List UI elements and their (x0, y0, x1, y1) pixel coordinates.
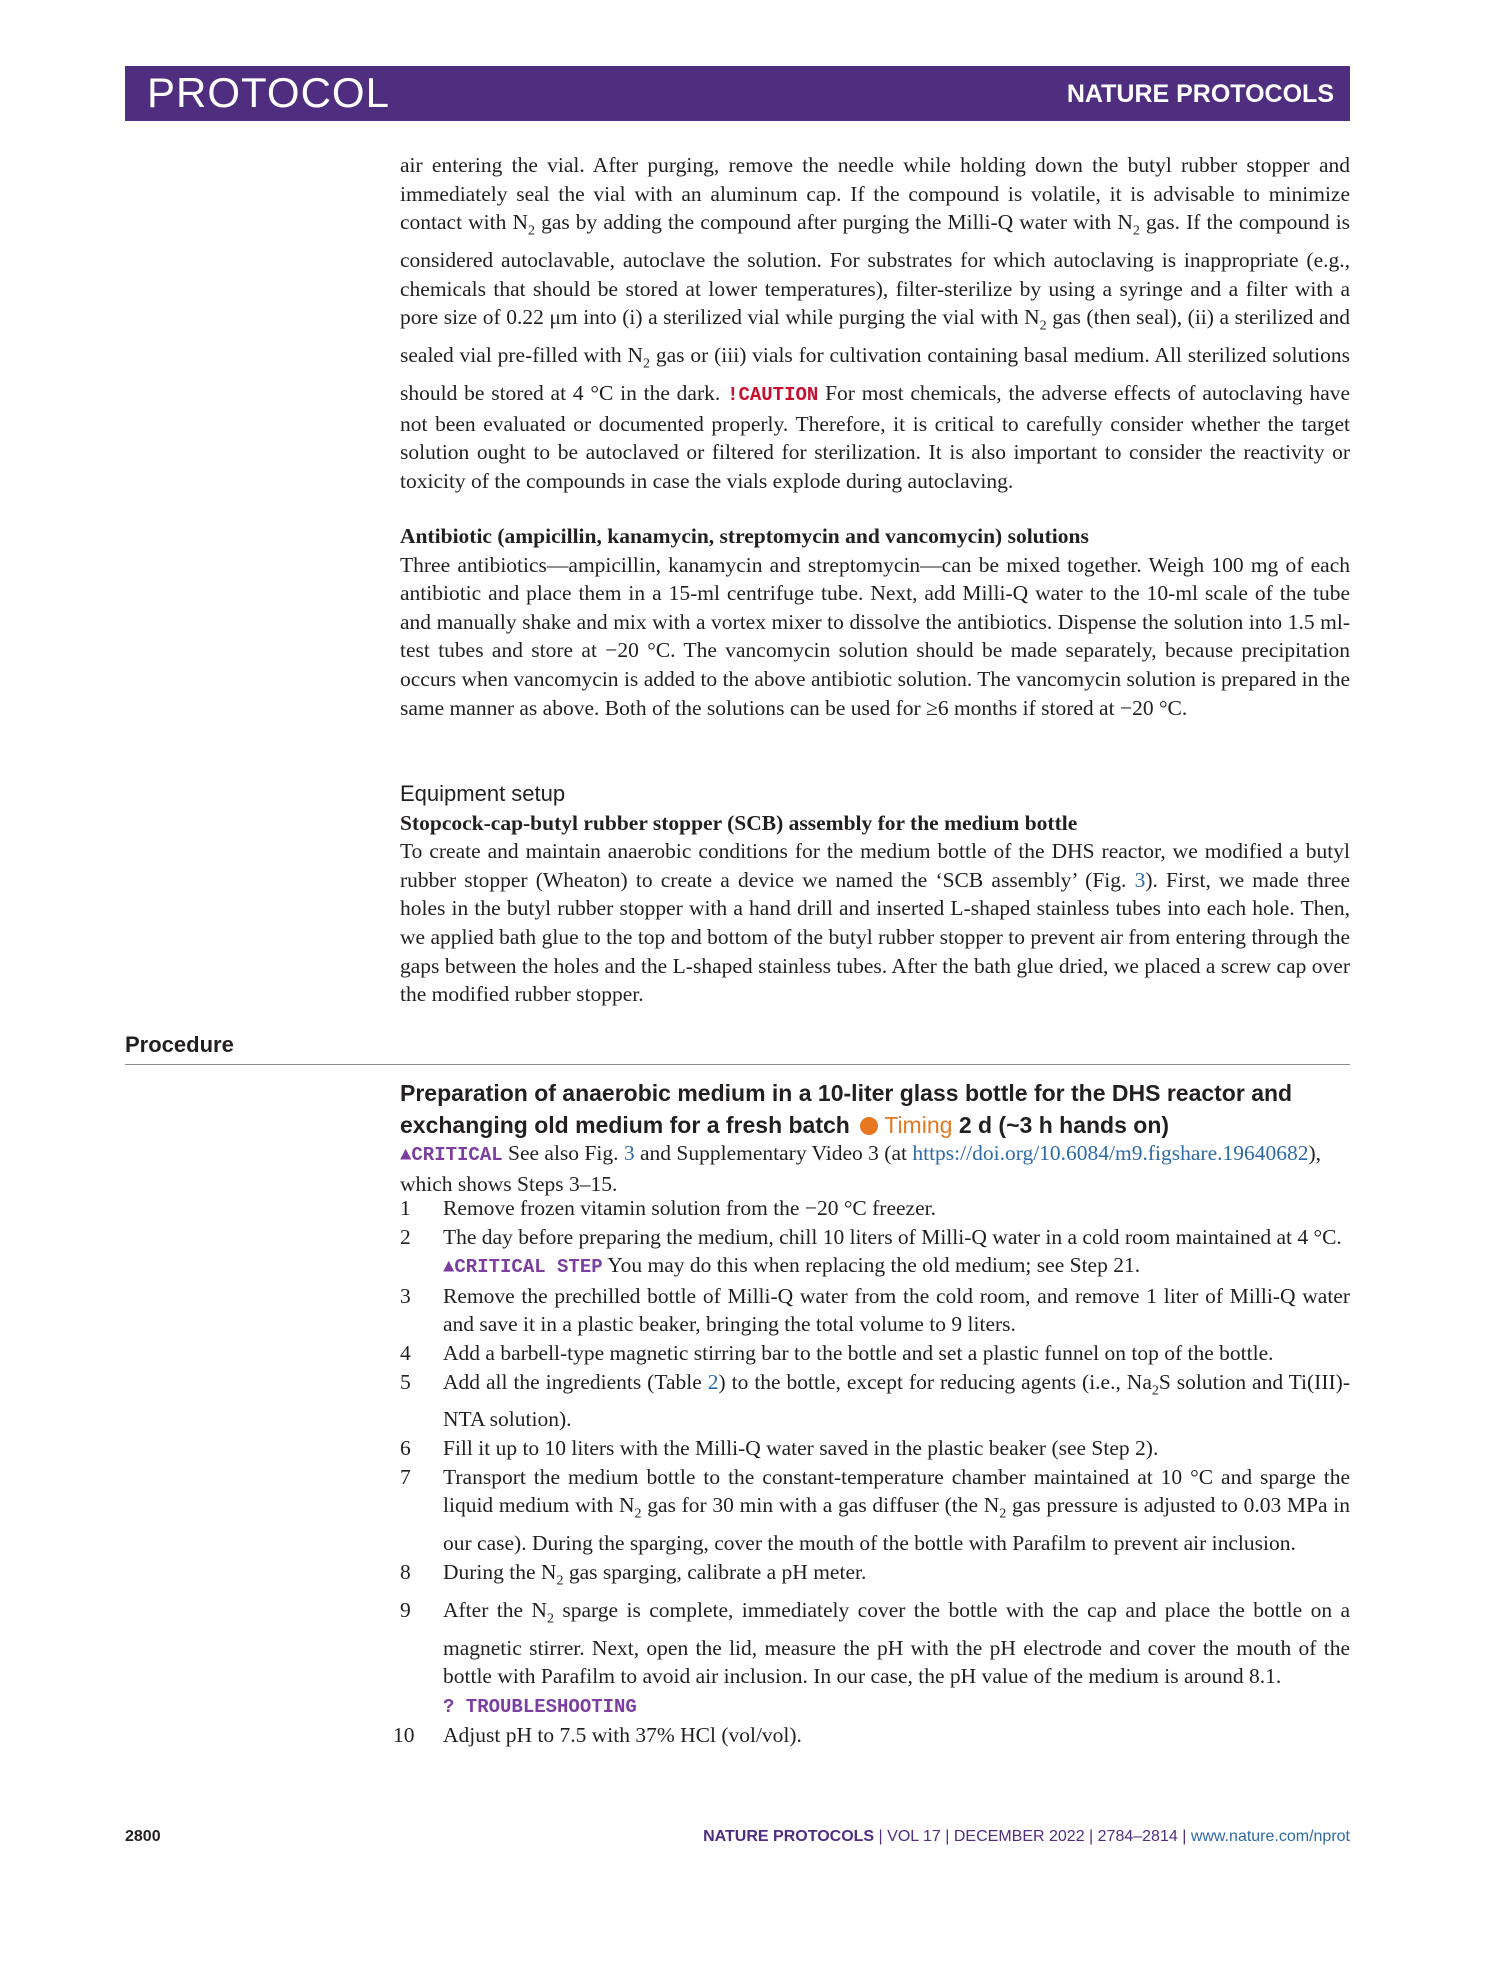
text-run: After the N (443, 1597, 547, 1622)
text-line: gas (then seal), (ii) a sterilized and sealed vial pre-filled with N (400, 305, 1351, 368)
step-text (443, 1596, 1350, 1691)
step-text: The day before preparing the medium, chill 10 liters of Milli-Q water in a cold room maintained at 4 °C. (443, 1224, 1342, 1249)
journal-name: NATURE PROTOCOLS (1066, 80, 1334, 108)
text-run: S solution and Ti(III)-NTA solution). (443, 1369, 1350, 1432)
text-run: gas pressure is adjusted to 0.03 MPa in our case). During the sparging, cover the mouth of the bottle with Parafilm to prevent air inclusion. (443, 1493, 1350, 1556)
text-line: and immediately seal the vial with an aluminum cap. If the compound is volatile, it is advisable to (400, 153, 1350, 206)
step-item (393, 1596, 1350, 1691)
text-run: Add all the ingredients (Table (443, 1369, 702, 1394)
text-run: gas sparging, calibrate a pH meter. (568, 1559, 867, 1584)
separator: | (1089, 1828, 1094, 1845)
footer-citation (703, 1828, 1350, 1846)
equipment-subheading: Stopcock-cap-butyl rubber stopper (SCB) assembly for the medium bottle (400, 810, 1078, 835)
text-run: See also Fig. (508, 1141, 619, 1165)
subscript: 2 (1039, 318, 1047, 334)
step-number: 3 (400, 1283, 411, 1308)
text-line: syringe and a filter with a pore size of 0.22 μm into (i) a sterilized vial while purging the vial with N (400, 276, 1351, 330)
text-run: ). First, we made three holes in the butyl rubber stopper with a hand drill and inserted L-shaped stainless tubes into each hole. Then, we applied bath glue to the top and bottom of the butyl rubber stopper to prevent air from entering through the gaps between the holes and the L-shaped stainless tubes. After the bath glue dried, we placed a screw cap over the modified rubber stopper. (400, 867, 1351, 1007)
timing-value: 2 d (~3 h hands on) (958, 1112, 1170, 1138)
page-number: 2800 (125, 1828, 161, 1845)
text-line: the compound is considered autoclavable, autoclave the solution. For substrates for which autoclaving (400, 210, 1351, 273)
procedure-rule (125, 1064, 1350, 1065)
text-line: minimize contact with N (400, 181, 1350, 235)
separator: | (1182, 1828, 1187, 1845)
subscript: 2 (546, 1610, 554, 1626)
text-run: Transport the medium bottle to the constant-temperature chamber maintained at 10 °C and sparge the liquid medium with N (443, 1464, 1350, 1518)
procedure-title (400, 1077, 1350, 1141)
step-number: 4 (400, 1340, 411, 1365)
subscript: 2 (999, 1506, 1007, 1522)
step-number: 8 (400, 1559, 411, 1584)
step-item (393, 1434, 1350, 1463)
text-run: ), which shows Steps 3–15. (400, 1141, 1322, 1196)
step-number-spacer (393, 1691, 443, 1722)
critical-step-note (393, 1251, 1350, 1282)
figure-link[interactable]: 3 (1134, 867, 1146, 892)
step-number: 7 (400, 1464, 411, 1489)
step-text: Remove frozen vitamin solution from the −20 °C freezer. (443, 1196, 936, 1220)
text-run: ) to the bottle, except for reducing agents (i.e., Na (718, 1369, 1152, 1394)
footer-journal: NATURE PROTOCOLS (703, 1828, 875, 1845)
step-item (393, 1721, 1350, 1750)
text-line: is inappropriate (e.g., chemicals that should be stored at lower temperatures), filter-sterilize by using a (400, 248, 1350, 301)
doi-link[interactable]: https://doi.org/10.6084/m9.figshare.19640682 (912, 1141, 1309, 1165)
step-text (443, 1463, 1350, 1558)
text-line: for sterilization. It is also important to consider the reactivity or toxicity of the compounds in case the (400, 440, 1350, 493)
text-line: containing basal medium. All sterilized solutions should be stored at 4 °C in the dark. (400, 343, 1351, 406)
table-link[interactable]: 2 (707, 1369, 719, 1394)
header-bar (125, 66, 1350, 121)
antibiotic-heading: Antibiotic (ampicillin, kanamycin, streptomycin and vancomycin) solutions (400, 524, 1089, 548)
text-line: most chemicals, the adverse effects of autoclaving have not been evaluated or documented properly. (400, 381, 1351, 436)
text-line: air entering the vial. After purging, remove the needle while holding down the butyl rubber stopper (400, 153, 1310, 177)
critical-label: ▲CRITICAL (400, 1144, 503, 1166)
text-run: and Supplementary Video 3 (at (639, 1141, 907, 1165)
footer-date: DECEMBER 2022 (953, 1828, 1085, 1845)
subscript: 2 (527, 223, 535, 239)
step-text (443, 1368, 1350, 1434)
equipment-heading: Equipment setup (400, 781, 566, 806)
text-run: To create and maintain anaerobic conditions for the medium bottle of the DHS reactor, we modified a butyl rubber stopper (Wheaton) to create a device we named the ‘SCB assembly’ (Fig. (400, 839, 1350, 892)
text-run: During the N (443, 1559, 557, 1584)
step-text (443, 1558, 1350, 1596)
step-number: 5 (400, 1369, 411, 1394)
text-line: vials explode during autoclaving. (726, 468, 1014, 493)
step-number: 6 (400, 1436, 411, 1461)
step-number: 9 (400, 1597, 411, 1622)
step-item (393, 1194, 1350, 1223)
step-number: 1 (400, 1196, 411, 1220)
text-run: sparge is complete, immediately cover the bottle with the cap and place the bottle on a magnetic stirrer. Next, open the lid, measure the pH with the pH electrode and cover the mouth of the bottle with Parafilm to avoid air inclusion. In our case, the pH value of the medium is around 8.1. (443, 1597, 1351, 1689)
step-text: Fill it up to 10 liters with the Milli-Q water saved in the plastic beaker (see Step 2). (443, 1436, 1159, 1461)
antibiotic-text: Three antibiotics—ampicillin, kanamycin and streptomycin—can be mixed together. Weigh 100 mg of each antibiotic and place them in a 15-ml centrifuge tube. Next, add Milli-Q water to the 10-ml scale of the tube and manually shake and mix with a vortex mixer to dissolve the antibiotics. Dispense the solution into 1.5 ml-test tubes and store at −20 °C. The vancomycin solution should be made separately, because precipitation occurs when vancomycin is added to the above antibiotic solution. The vancomycin solution is prepared in the same manner as above. Both of the solutions can be used for ≥6 months if stored at −20 °C. (400, 552, 1350, 720)
text-line: For (825, 381, 855, 406)
text-line: Therefore, it is critical to carefully consider whether the target solution ought to be autoclaved or filtered (400, 411, 1350, 465)
section-label: PROTOCOL (147, 69, 390, 116)
footer-url[interactable]: www.nature.com/nprot (1190, 1828, 1350, 1845)
step-item (393, 1463, 1350, 1558)
step-text: You may do this when replacing the old medium; see Step 21. (607, 1253, 1141, 1278)
timing-dot-icon (860, 1117, 878, 1135)
antibiotic-section (400, 522, 1350, 722)
step-number-spacer (393, 1251, 443, 1282)
subscript: 2 (1151, 1382, 1159, 1398)
step-list (393, 1194, 1350, 1750)
troubleshooting-label[interactable]: ? TROUBLESHOOTING (443, 1695, 637, 1718)
subscript: 2 (634, 1506, 642, 1522)
step-text: Adjust pH to 7.5 with 37% HCl (vol/vol). (443, 1723, 802, 1748)
step-item (393, 1282, 1350, 1339)
intro-paragraph (400, 151, 1350, 495)
text-line: gas by adding the compound after purging the Milli-Q water with N (541, 210, 1133, 235)
footer-volume: VOL 17 (887, 1828, 941, 1845)
troubleshooting-note (393, 1691, 1350, 1722)
separator: | (945, 1828, 950, 1845)
step-text: Remove the prechilled bottle of Milli-Q water from the cold room, and remove 1 liter of Milli-Q water and save it in a plastic beaker, bringing the total volume to 9 liters. (443, 1283, 1350, 1337)
step-item (393, 1339, 1350, 1368)
equipment-text (400, 837, 1350, 1009)
step-text: Add a barbell-type magnetic stirring bar to the bottle and set a plastic funnel on top of the bottle. (443, 1340, 1274, 1365)
text-line: gas or (iii) vials for cultivation (655, 343, 922, 368)
step-number: 2 (400, 1224, 411, 1249)
title-text: Preparation of anaerobic medium in a 10-liter glass bottle for the DHS reactor and exchanging old medium for a fresh batch (400, 1080, 1293, 1138)
subscript: 2 (556, 1573, 564, 1589)
step-item (393, 1223, 1350, 1252)
step-item (393, 1368, 1350, 1434)
subscript: 2 (1132, 223, 1140, 239)
separator: | (878, 1828, 883, 1845)
subscript: 2 (643, 356, 651, 372)
critical-note (400, 1139, 1350, 1198)
timing-label: Timing (884, 1112, 953, 1138)
step-item (393, 1558, 1350, 1596)
step-number: 10 (393, 1723, 415, 1748)
caution-label: !CAUTION (727, 384, 819, 407)
critical-step-label: ▲CRITICAL STEP (443, 1256, 603, 1279)
figure-link[interactable]: 3 (623, 1141, 635, 1165)
text-run: gas for 30 min with a gas diffuser (the N (647, 1493, 1000, 1518)
text-line: gas. If (1146, 210, 1201, 235)
footer-pages: 2784–2814 (1097, 1828, 1178, 1845)
equipment-section (400, 780, 1350, 1009)
procedure-label: Procedure (125, 1032, 234, 1057)
